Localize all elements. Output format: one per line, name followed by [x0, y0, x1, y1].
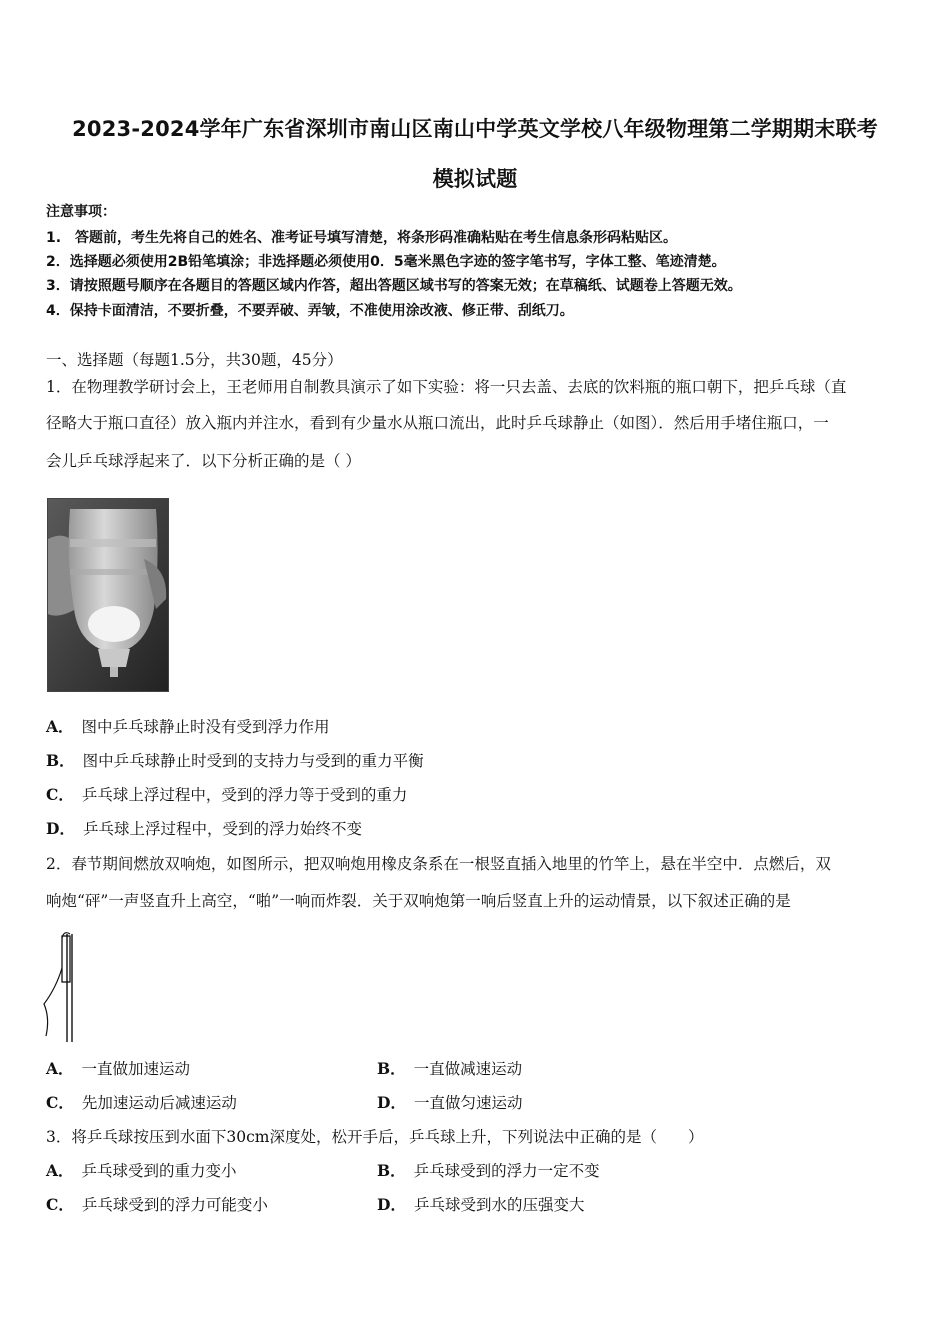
q3-option-d: D． 乒乓球受到水的压强变大	[377, 1195, 585, 1214]
question-3-stem: 3．将乒乓球按压到水面下30cm深度处，松开手后，乒乓球上升，下列说法中正确的是（ ）	[46, 1128, 704, 1146]
note-item: 4．保持卡面清洁，不要折叠，不要弄破、弄皱，不准使用涂改液、修正带、刮纸刀。	[46, 303, 574, 319]
question-1-line: 径略大于瓶口直径）放入瓶内并注水，看到有少量水从瓶口流出，此时乒乓球静止（如图）．然后用手堵住瓶口，一	[46, 414, 829, 432]
q3-option-b: B． 乒乓球受到的浮力一定不变	[377, 1161, 600, 1180]
note-item: 1. 答题前，考生先将自己的姓名、准考证号填写清楚，将条形码准确粘贴在考生信息条形码粘贴区。	[46, 230, 678, 246]
notes-heading: 注意事项：	[46, 204, 116, 220]
q1-option-d: D． 乒乓球上浮过程中，受到的浮力始终不变	[46, 819, 362, 838]
q1-option-c: C． 乒乓球上浮过程中，受到的浮力等于受到的重力	[46, 785, 408, 804]
page-title: 2023-2024学年广东省深圳市南山区南山中学英文学校八年级物理第二学期期末联考	[72, 117, 878, 141]
page-subtitle: 模拟试题	[432, 167, 518, 191]
section-heading: 一、选择题（每题1.5分，共30题，45分）	[46, 351, 343, 369]
q2-option-b: B． 一直做减速运动	[377, 1059, 523, 1078]
q1-option-b: B． 图中乒乓球静止时受到的支持力与受到的重力平衡	[46, 751, 424, 770]
q2-option-d: D． 一直做匀速运动	[377, 1093, 523, 1112]
question-2-line: 响炮“砰”一声竖直升上高空，“啪”一响而炸裂．关于双响炮第一响后竖直上升的运动情景，以下叙述正确的是	[46, 892, 791, 910]
note-item: 3．请按照题号顺序在各题目的答题区域内作答，超出答题区域书写的答案无效；在草稿纸、试题卷上答题无效。	[46, 278, 742, 294]
bottle-photo	[47, 498, 169, 692]
question-2-line: 2．春节期间燃放双响炮，如图所示，把双响炮用橡皮条系在一根竖直插入地里的竹竿上，悬在半空中．点燃后，双	[46, 855, 831, 873]
question-1-line: 1．在物理教学研讨会上，王老师用自制教具演示了如下实验：将一只去盖、去底的饮料瓶的瓶口朝下，把乒乓球（直	[46, 378, 847, 396]
firecracker-figure	[38, 928, 88, 1048]
note-item: 2．选择题必须使用2B铅笔填涂；非选择题必须使用0．5毫米黑色字迹的签字笔书写，字体工整、笔迹清楚。	[46, 254, 726, 270]
question-1-line: 会儿乒乓球浮起来了．以下分析正确的是（ ）	[46, 452, 361, 470]
q3-option-c: C． 乒乓球受到的浮力可能变小	[46, 1195, 268, 1214]
q1-option-a: A． 图中乒乓球静止时没有受到浮力作用	[46, 717, 330, 736]
q2-option-a: A． 一直做加速运动	[46, 1059, 191, 1078]
q2-option-c: C． 先加速运动后减速运动	[46, 1093, 237, 1112]
q3-option-a: A． 乒乓球受到的重力变小	[46, 1161, 237, 1180]
